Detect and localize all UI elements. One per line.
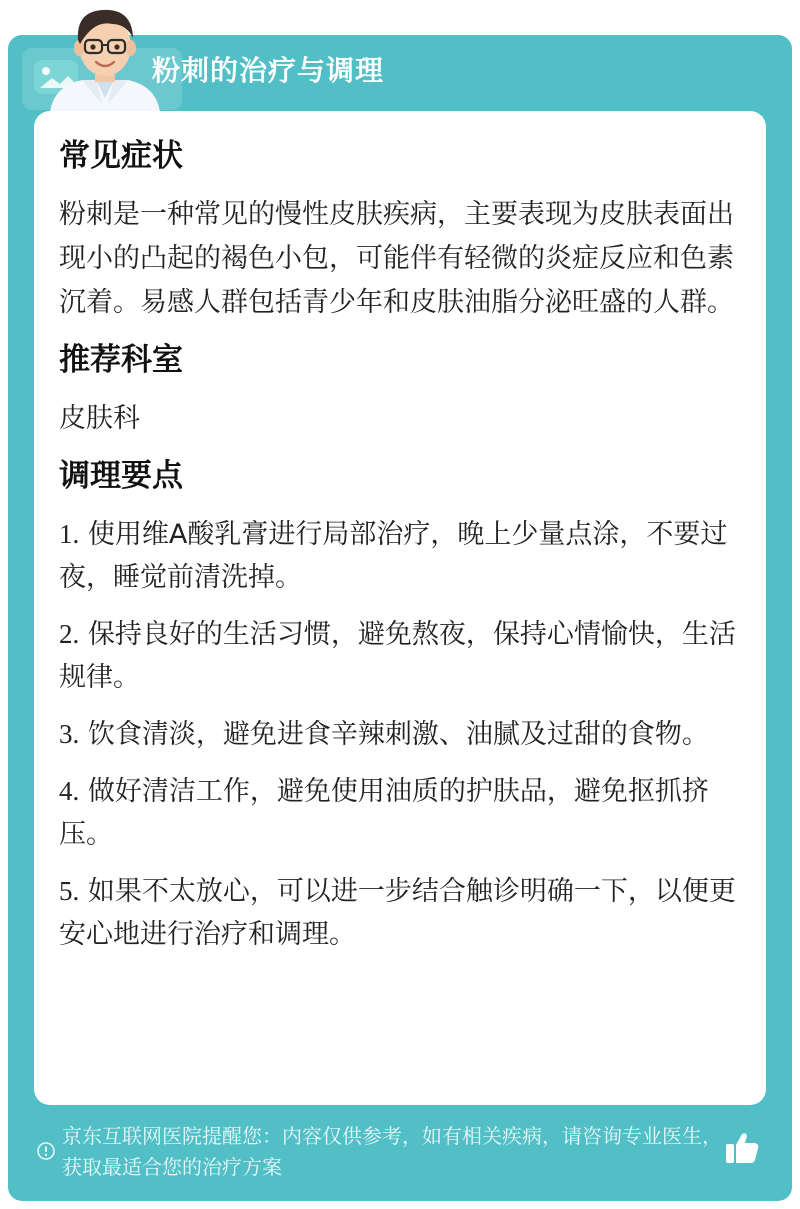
care-item-number: 5.	[59, 876, 80, 906]
care-item-3	[59, 713, 744, 756]
thumbs-up-icon[interactable]	[722, 1128, 762, 1168]
care-item-2	[59, 613, 744, 699]
care-item-text: 保持良好的生活习惯，避免熬夜，保持心情愉快，生活规律。	[59, 619, 736, 693]
care-item-text: 饮食清淡，避免进食辛辣刺激、油腻及过甜的食物。	[87, 719, 709, 750]
care-item-number: 3.	[59, 719, 80, 749]
care-item-5	[59, 870, 744, 956]
doctor-avatar	[40, 0, 170, 112]
care-item-number: 2.	[59, 619, 80, 649]
disclaimer-text: 京东互联网医院提醒您：内容仅供参考，如有相关疾病，请咨询专业医生，获取最适合您的治疗方案	[62, 1124, 722, 1179]
care-item-text: 如果不太放心，可以进一步结合触诊明确一下，以便更安心地进行治疗和调理。	[59, 876, 736, 950]
content-body	[59, 133, 744, 970]
department-heading: 推荐科室	[59, 342, 183, 378]
care-item-text: 做好清洁工作，避免使用油质的护肤品，避免抠抓挤压。	[59, 776, 709, 850]
info-icon	[36, 1141, 56, 1161]
page-title: 粉刺的治疗与调理	[152, 54, 385, 87]
care-item-4	[59, 770, 744, 856]
care-item-number: 1.	[59, 519, 80, 549]
content-card	[34, 111, 766, 1105]
symptoms-heading: 常见症状	[59, 138, 183, 174]
symptoms-text: 粉刺是一种常见的慢性皮肤疾病，主要表现为皮肤表面出现小的凸起的褐色小包，可能伴有轻微的炎症反应和色素沉着。易感人群包括青少年和皮肤油脂分泌旺盛的人群。	[59, 199, 734, 318]
care-item-number: 4.	[59, 776, 80, 806]
care-heading: 调理要点	[59, 458, 183, 494]
care-item-text: 使用维A酸乳膏进行局部治疗，晚上少量点涂，不要过夜，睡觉前清洗掉。	[59, 519, 728, 593]
department-text: 皮肤科	[59, 403, 140, 434]
care-item-1	[59, 513, 744, 599]
